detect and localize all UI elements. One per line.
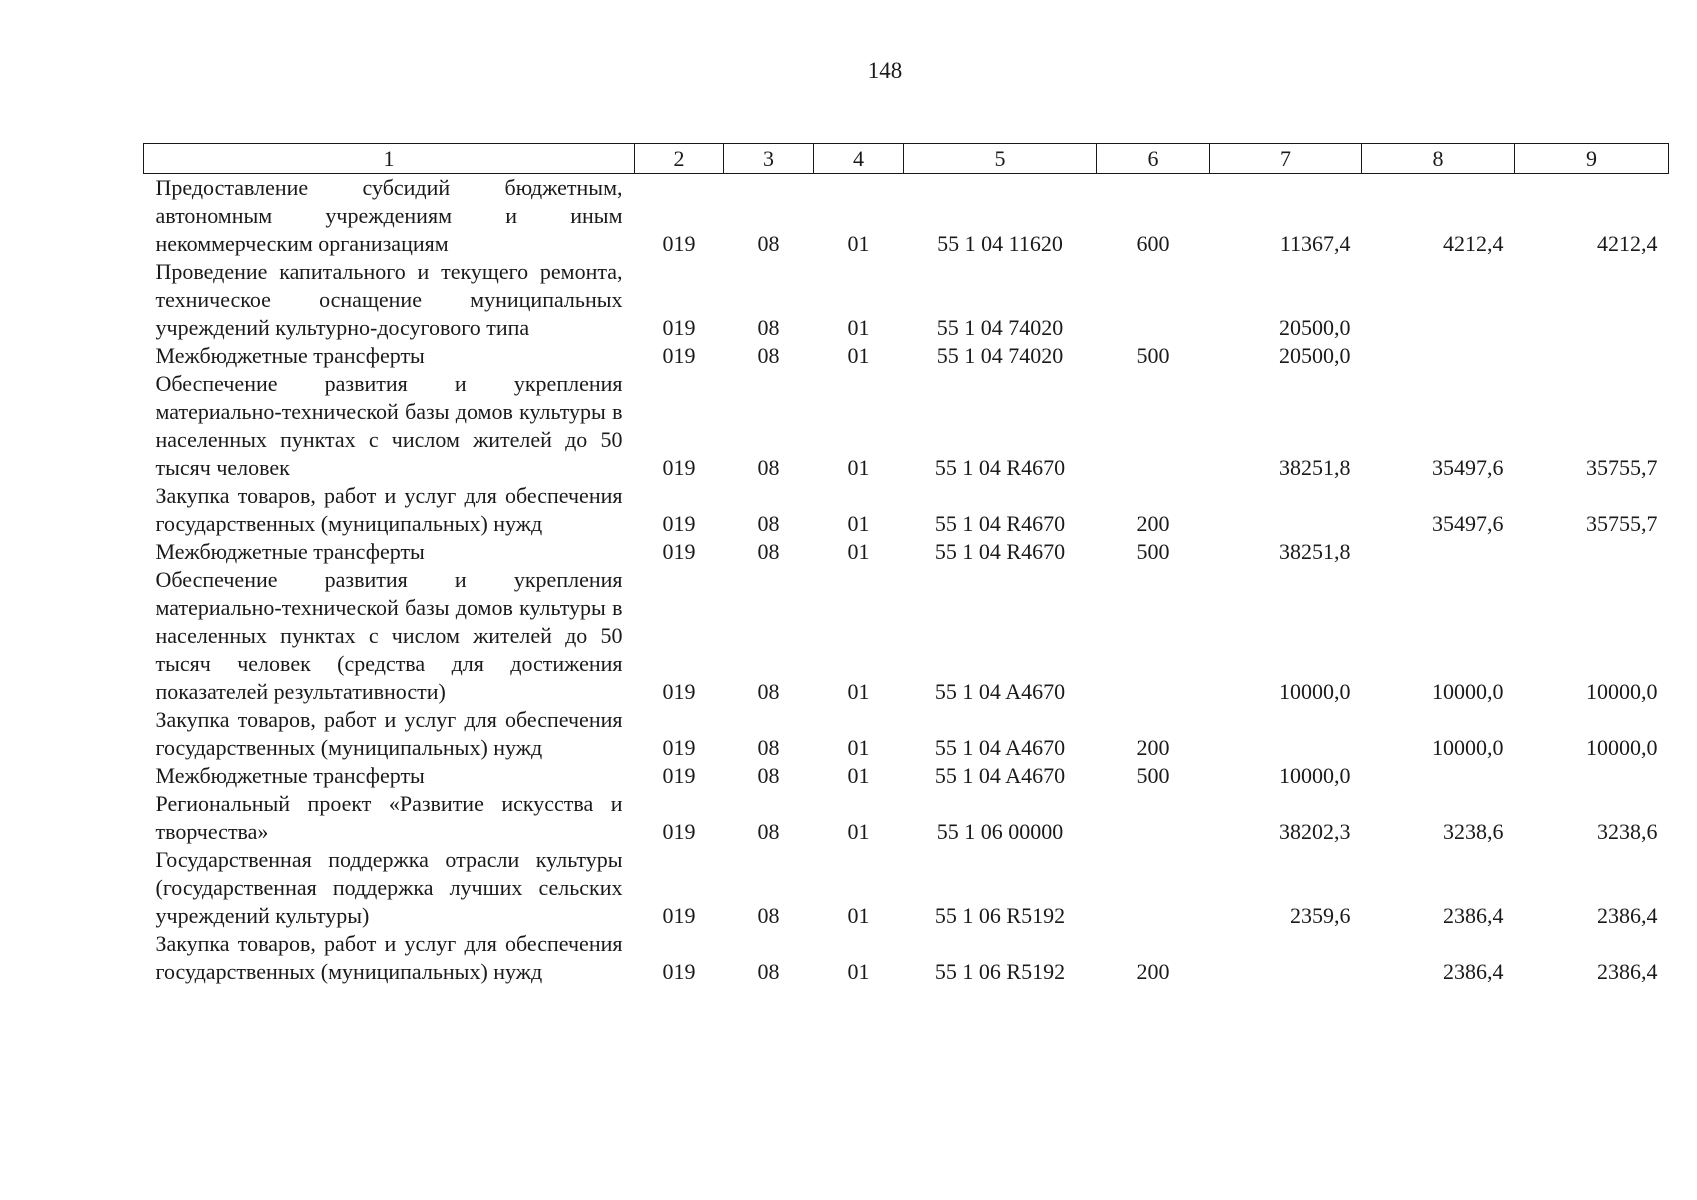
header-col-8: 8: [1362, 144, 1515, 174]
header-col-2: 2: [635, 144, 724, 174]
table-row: [144, 258, 1669, 342]
table-row: [144, 482, 1669, 538]
row-expense-type: 500: [1136, 763, 1170, 788]
row-amount-col8: [1362, 258, 1515, 342]
row-ministry-code: 019: [662, 539, 696, 564]
row-name: Закупка товаров, работ и услуг для обеспечения государственных (муниципальных) нужд: [155, 483, 623, 536]
row-name: Межбюджетные трансферты: [155, 763, 425, 788]
row-amount-col9: 10000,0: [1586, 679, 1658, 704]
row-ministry-code: 019: [662, 959, 696, 984]
row-section-code: 08: [757, 819, 780, 844]
row-section-code: 08: [757, 679, 780, 704]
row-target-article: 55 1 04 74020: [936, 315, 1064, 340]
header-col-9: 9: [1515, 144, 1669, 174]
row-name: Региональный проект «Развитие искусства и творчества»: [155, 791, 623, 844]
row-amount-col8: 4212,4: [1443, 231, 1504, 256]
row-amount-col7: 38202,3: [1279, 819, 1351, 844]
row-ministry-code: 019: [662, 679, 696, 704]
header-col-7: 7: [1210, 144, 1362, 174]
row-amount-col7: 2359,6: [1290, 903, 1351, 928]
row-amount-col9: 35755,7: [1586, 511, 1658, 536]
row-amount-col9: [1515, 258, 1669, 342]
row-amount-col7: [1210, 930, 1362, 986]
row-subsection-code: 01: [847, 231, 870, 256]
header-col-3: 3: [724, 144, 814, 174]
row-amount-col9: [1515, 342, 1669, 370]
row-ministry-code: 019: [662, 343, 696, 368]
row-subsection-code: 01: [847, 455, 870, 480]
table-header-row: [144, 144, 1669, 174]
row-amount-col9: 2386,4: [1597, 903, 1658, 928]
row-amount-col8: [1362, 538, 1515, 566]
row-amount-col8: 35497,6: [1432, 455, 1504, 480]
row-subsection-code: 01: [847, 315, 870, 340]
row-section-code: 08: [757, 763, 780, 788]
row-amount-col9: 3238,6: [1597, 819, 1658, 844]
table-row: [144, 930, 1669, 986]
row-name: Предоставление субсидий бюджетным, автономным учреждениям и иным некоммерческим организациям: [155, 175, 623, 256]
row-name: Межбюджетные трансферты: [155, 539, 425, 564]
table-row: [144, 566, 1669, 706]
row-expense-type: 200: [1136, 511, 1170, 536]
row-ministry-code: 019: [662, 455, 696, 480]
header-col-4: 4: [814, 144, 904, 174]
row-ministry-code: 019: [662, 511, 696, 536]
row-section-code: 08: [757, 959, 780, 984]
row-subsection-code: 01: [847, 903, 870, 928]
row-name: Обеспечение развития и укрепления материально-технической базы домов культуры в населенных пунктах с числом жителей до 50 тысяч человек (средства для достижения показателей результативности): [155, 567, 623, 704]
header-col-5: 5: [904, 144, 1097, 174]
row-section-code: 08: [757, 539, 780, 564]
row-name: Обеспечение развития и укрепления материально-технической базы домов культуры в населенных пунктах с числом жителей до 50 тысяч человек: [155, 371, 623, 480]
row-amount-col9: 4212,4: [1597, 231, 1658, 256]
row-expense-type: [1097, 258, 1210, 342]
row-ministry-code: 019: [662, 735, 696, 760]
row-amount-col7: 38251,8: [1279, 455, 1351, 480]
budget-table: [143, 143, 1669, 986]
row-section-code: 08: [757, 455, 780, 480]
row-amount-col7: 11367,4: [1279, 231, 1351, 256]
page-number: 148: [867, 58, 903, 83]
row-amount-col7: 10000,0: [1279, 679, 1351, 704]
row-ministry-code: 019: [662, 763, 696, 788]
row-expense-type: 200: [1136, 735, 1170, 760]
row-amount-col8: 2386,4: [1443, 903, 1504, 928]
table-row: [144, 342, 1669, 370]
row-target-article: 55 1 04 R4670: [934, 511, 1066, 536]
row-ministry-code: 019: [662, 315, 696, 340]
table-row: [144, 706, 1669, 762]
row-expense-type: 200: [1136, 959, 1170, 984]
row-expense-type: 500: [1136, 343, 1170, 368]
table-row: [144, 790, 1669, 846]
row-section-code: 08: [757, 315, 780, 340]
row-target-article: 55 1 06 00000: [936, 819, 1064, 844]
row-amount-col9: 10000,0: [1586, 735, 1658, 760]
row-amount-col7: [1210, 482, 1362, 538]
table-row: [144, 846, 1669, 930]
row-expense-type: [1097, 566, 1210, 706]
row-target-article: 55 1 04 R4670: [934, 539, 1066, 564]
row-target-article: 55 1 04 A4670: [934, 735, 1066, 760]
row-amount-col8: 2386,4: [1443, 959, 1504, 984]
table-body: [144, 174, 1669, 987]
row-amount-col7: 38251,8: [1279, 539, 1351, 564]
row-name: Государственная поддержка отрасли культуры (государственная поддержка лучших сельских учреждений культуры): [155, 847, 623, 928]
row-subsection-code: 01: [847, 511, 870, 536]
row-amount-col7: 20500,0: [1279, 343, 1351, 368]
row-target-article: 55 1 04 R4670: [934, 455, 1066, 480]
row-amount-col8: 3238,6: [1443, 819, 1504, 844]
row-amount-col7: [1210, 706, 1362, 762]
row-amount-col9: [1515, 762, 1669, 790]
row-expense-type: [1097, 370, 1210, 482]
row-target-article: 55 1 04 74020: [936, 343, 1064, 368]
row-amount-col7: 10000,0: [1279, 763, 1351, 788]
row-target-article: 55 1 04 A4670: [934, 679, 1066, 704]
row-section-code: 08: [757, 903, 780, 928]
row-amount-col8: 10000,0: [1432, 735, 1504, 760]
row-name: Закупка товаров, работ и услуг для обеспечения государственных (муниципальных) нужд: [155, 707, 623, 760]
table-row: [144, 370, 1669, 482]
row-target-article: 55 1 04 A4670: [934, 763, 1066, 788]
row-subsection-code: 01: [847, 959, 870, 984]
row-amount-col8: 35497,6: [1432, 511, 1504, 536]
row-expense-type: [1097, 846, 1210, 930]
row-subsection-code: 01: [847, 735, 870, 760]
header-col-1: 1: [144, 144, 635, 174]
row-amount-col9: 2386,4: [1597, 959, 1658, 984]
row-name: Межбюджетные трансферты: [155, 343, 425, 368]
row-subsection-code: 01: [847, 539, 870, 564]
row-subsection-code: 01: [847, 763, 870, 788]
row-amount-col9: 35755,7: [1586, 455, 1658, 480]
row-amount-col8: 10000,0: [1432, 679, 1504, 704]
row-section-code: 08: [757, 735, 780, 760]
row-section-code: 08: [757, 343, 780, 368]
row-subsection-code: 01: [847, 819, 870, 844]
row-target-article: 55 1 06 R5192: [934, 903, 1066, 928]
row-amount-col8: [1362, 342, 1515, 370]
table-row: [144, 174, 1669, 259]
row-name: Проведение капитального и текущего ремонта, техническое оснащение муниципальных учреждений культурно-досугового типа: [155, 259, 623, 340]
row-subsection-code: 01: [847, 679, 870, 704]
row-section-code: 08: [757, 511, 780, 536]
row-section-code: 08: [757, 231, 780, 256]
header-col-6: 6: [1097, 144, 1210, 174]
row-ministry-code: 019: [662, 819, 696, 844]
table-row: [144, 538, 1669, 566]
row-ministry-code: 019: [662, 231, 696, 256]
row-target-article: 55 1 06 R5192: [934, 959, 1066, 984]
row-expense-type: 500: [1136, 539, 1170, 564]
row-expense-type: [1097, 790, 1210, 846]
row-subsection-code: 01: [847, 343, 870, 368]
row-ministry-code: 019: [662, 903, 696, 928]
row-target-article: 55 1 04 11620: [937, 231, 1063, 256]
row-name: Закупка товаров, работ и услуг для обеспечения государственных (муниципальных) нужд: [155, 931, 623, 984]
row-amount-col9: [1515, 538, 1669, 566]
table-row: [144, 762, 1669, 790]
row-expense-type: 600: [1136, 231, 1170, 256]
row-amount-col7: 20500,0: [1279, 315, 1351, 340]
row-amount-col8: [1362, 762, 1515, 790]
